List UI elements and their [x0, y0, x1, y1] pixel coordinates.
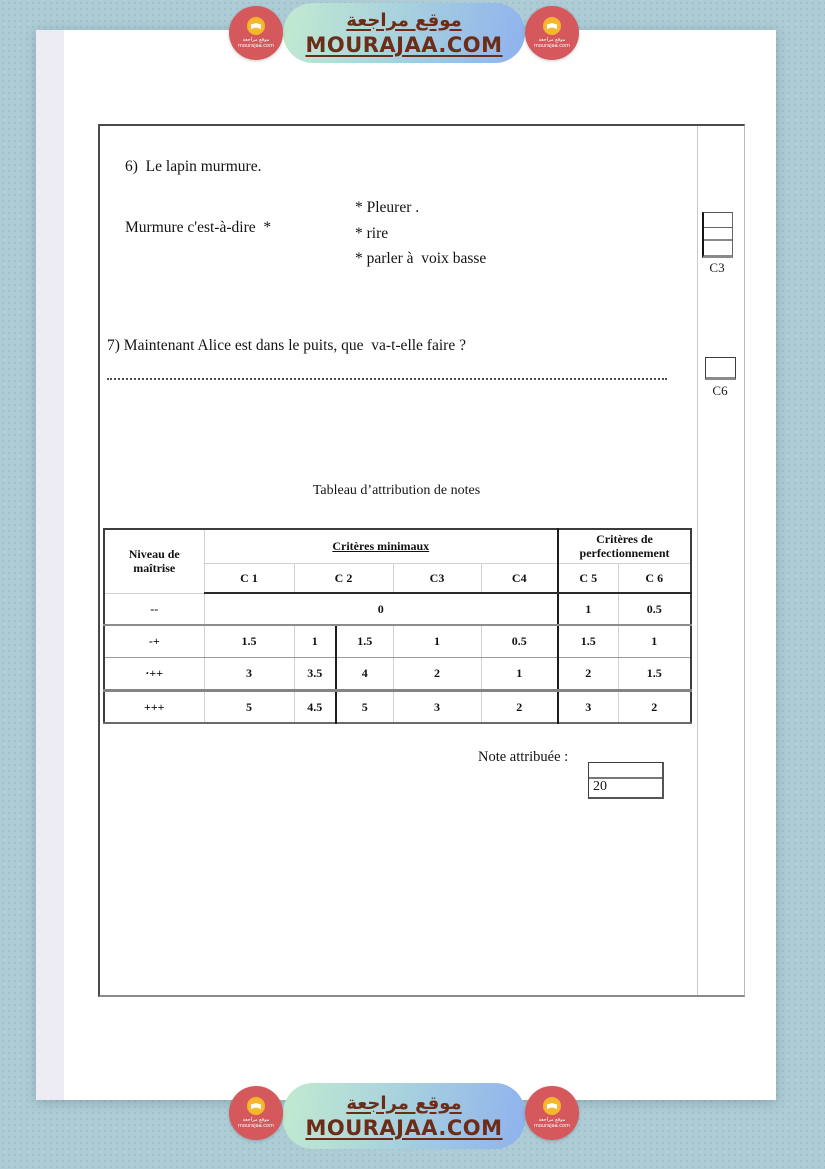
group-header-criteres-minimaux: Critères minimaux — [204, 529, 558, 563]
col-header-c2: C 2 — [294, 563, 393, 593]
option-parler-voix-basse: * parler à voix basse — [355, 250, 487, 267]
margin-divider-line — [697, 126, 698, 995]
level-cell: +++ — [104, 690, 204, 723]
value-cell: 1 — [558, 593, 618, 625]
option-pleurer: * Pleurer . — [355, 199, 420, 216]
c3-score-box — [702, 212, 733, 258]
value-cell: 0.5 — [481, 625, 558, 657]
table-row — [104, 690, 691, 723]
site-name-arabic: موقع مراجعة — [346, 1092, 462, 1114]
site-logo-badge — [525, 6, 579, 60]
col-header-c4: C4 — [481, 563, 558, 593]
sheet-left-edge — [36, 30, 64, 1100]
c6-label: C6 — [712, 383, 728, 398]
col-header-c6: C 6 — [618, 563, 691, 593]
site-name-arabic: موقع مراجعة — [346, 9, 462, 31]
badge-text-domain: mourajaa.com — [533, 43, 570, 49]
value-cell: 3 — [558, 690, 618, 723]
value-cell: 2 — [558, 657, 618, 690]
site-domain-link: MOURAJAA.COM — [305, 32, 503, 57]
question-7-text: 7) Maintenant Alice est dans le puits, que va-t-elle faire ? — [107, 337, 466, 354]
value-cell: 2 — [393, 657, 481, 690]
value-cell: 4 — [336, 657, 393, 690]
bottom-banner — [283, 1083, 525, 1149]
site-domain-link: MOURAJAA.COM — [305, 1115, 503, 1140]
value-cell: 1.5 — [558, 625, 618, 657]
level-cell: ·++ — [104, 657, 204, 690]
book-icon — [543, 17, 561, 35]
value-cell: 5 — [336, 690, 393, 723]
value-cell: 3.5 — [294, 657, 336, 690]
answer-dotted-line — [107, 362, 667, 380]
value-cell: 3 — [393, 690, 481, 723]
value-cell: 1 — [618, 625, 691, 657]
option-rire: * rire — [355, 225, 389, 242]
badge-text-domain: mourajaa.com — [237, 1123, 274, 1129]
level-cell: -+ — [104, 625, 204, 657]
badge-text-arabic: موقع مراجعة — [538, 37, 566, 43]
book-icon — [543, 1097, 561, 1115]
table-row — [104, 657, 691, 690]
level-cell: -- — [104, 593, 204, 625]
col-header-niveau: Niveau de maîtrise — [104, 529, 204, 593]
col-header-c1: C 1 — [204, 563, 294, 593]
value-cell: 0 — [204, 593, 558, 625]
site-logo-badge — [229, 1086, 283, 1140]
value-cell: 2 — [481, 690, 558, 723]
value-cell: 3 — [204, 657, 294, 690]
badge-text-domain: mourajaa.com — [533, 1123, 570, 1129]
score-cell — [704, 213, 732, 228]
c3-label: C3 — [709, 260, 725, 275]
badge-text-arabic: موقع مراجعة — [242, 37, 270, 43]
note-score-box — [588, 762, 664, 799]
value-cell: 1 — [294, 625, 336, 657]
book-icon — [247, 17, 265, 35]
value-cell: 0.5 — [618, 593, 691, 625]
value-cell: 1 — [481, 657, 558, 690]
value-cell: 1.5 — [336, 625, 393, 657]
top-banner — [283, 3, 525, 63]
table-row — [104, 625, 691, 657]
question-6-prompt: Murmure c'est-à-dire * — [125, 219, 272, 236]
book-icon — [247, 1097, 265, 1115]
badge-text-domain: mourajaa.com — [237, 43, 274, 49]
c6-score-box — [705, 357, 736, 380]
note-attribuee-label: Note attribuée : — [478, 749, 569, 765]
col-header-c5: C 5 — [558, 563, 618, 593]
group-header-criteres-perfectionnement: Critères de perfectionnement — [558, 529, 691, 563]
note-denominator: 20 — [593, 779, 607, 794]
notes-table-title: Tableau d’attribution de notes — [312, 483, 481, 498]
site-logo-badge — [525, 1086, 579, 1140]
question-6-heading: 6) Le lapin murmure. — [125, 158, 262, 175]
value-cell: 4.5 — [294, 690, 336, 723]
value-cell: 1.5 — [204, 625, 294, 657]
value-cell: 1 — [393, 625, 481, 657]
notes-table — [103, 528, 692, 724]
badge-text-arabic: موقع مراجعة — [538, 1117, 566, 1123]
value-cell: 2 — [618, 690, 691, 723]
note-score-cell — [589, 763, 662, 779]
score-cell — [704, 228, 732, 241]
col-header-c3: C3 — [393, 563, 481, 593]
value-cell: 1.5 — [618, 657, 691, 690]
badge-text-arabic: موقع مراجعة — [242, 1117, 270, 1123]
site-logo-badge — [229, 6, 283, 60]
value-cell: 5 — [204, 690, 294, 723]
table-row — [104, 593, 691, 625]
